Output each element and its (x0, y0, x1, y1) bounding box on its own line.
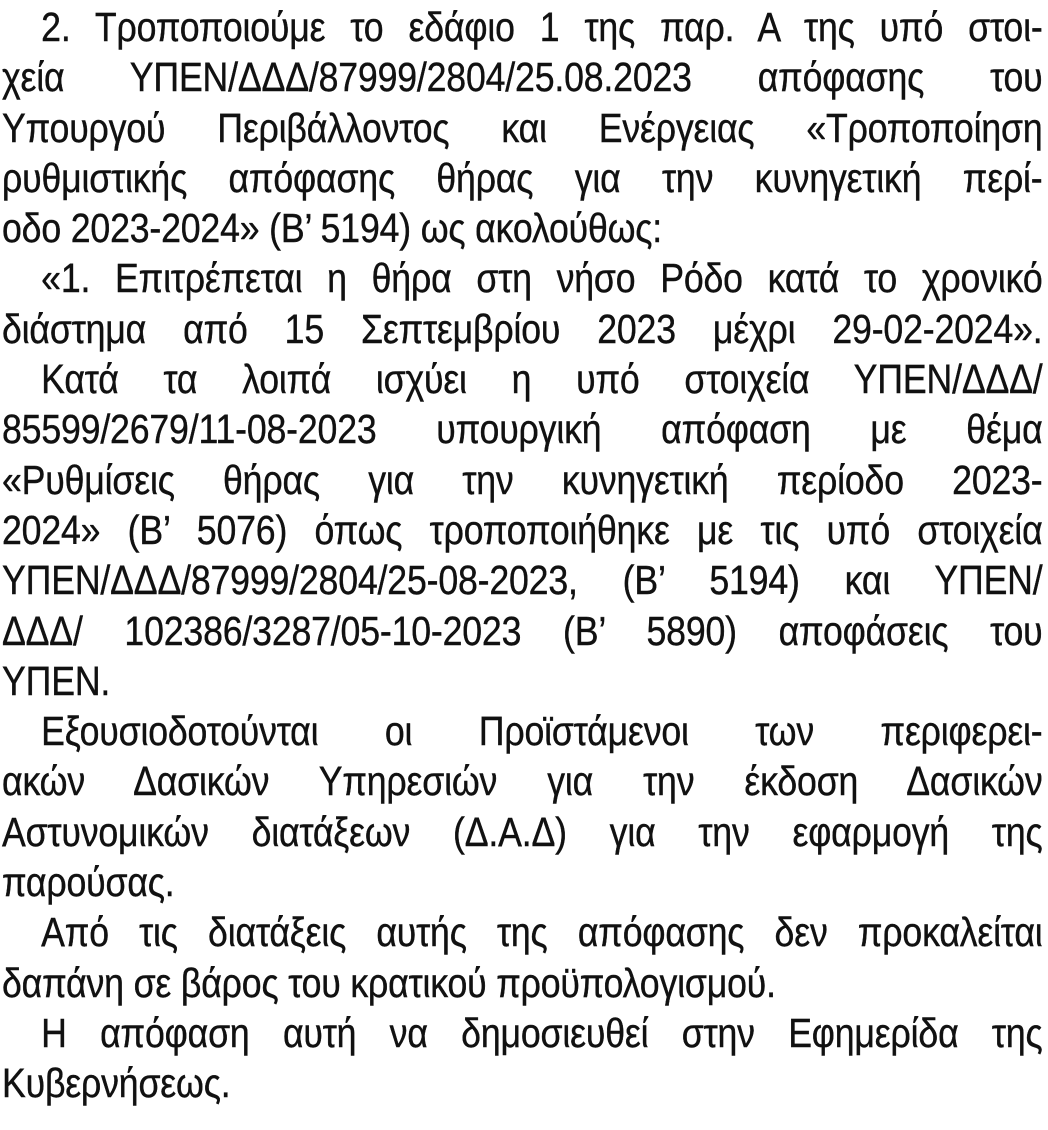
text-line: Η απόφαση αυτή να δημοσιευθεί στην Εφημερίδα της (41, 1009, 1043, 1056)
paragraph-2 (2, 253, 1043, 354)
text-line: Κατά τα λοιπά ισχύει η υπό στοιχεία ΥΠΕΝ/ΔΔΔ/ (41, 356, 1043, 403)
paragraph-6 (2, 1008, 1043, 1109)
text-line: ΔΔΔ/ 102386/3287/05-10-2023 (Β’ 5890) αποφάσεις του (2, 607, 1043, 654)
text-line: χεία ΥΠΕΝ/ΔΔΔ/87999/2804/25.08.2023 απόφασης του (2, 54, 1043, 101)
text-line: 2. Τροποποιούμε το εδάφιο 1 της παρ. Α της υπό στοι- (41, 4, 1043, 50)
text-line: ακών Δασικών Υπηρεσιών για την έκδοση Δασικών (2, 758, 1043, 805)
text-line: ΥΠΕΝ. (2, 657, 111, 704)
text-line: Υπουργού Περιβάλλοντος και Ενέργειας «Τροποποίηση (2, 104, 1043, 151)
text-line: διάστημα από 15 Σεπτεμβρίου 2023 μέχρι 29-02-2024». (2, 305, 1043, 352)
text-line: Κυβερνήσεως. (2, 1060, 231, 1107)
text-line: ΥΠΕΝ/ΔΔΔ/87999/2804/25-08-2023, (Β’ 5194) και ΥΠΕΝ/ (2, 557, 1043, 604)
paragraph-4 (2, 706, 1043, 907)
text-line: «1. Επιτρέπεται η θήρα στη νήσο Ρόδο κατά το χρονικό (41, 255, 1043, 302)
text-line: «Ρυθμίσεις θήρας για την κυνηγετική περίοδο 2023- (2, 456, 1043, 503)
document-text-column (2, 2, 1043, 1109)
paragraph-1 (2, 2, 1043, 253)
text-line: Εξουσιοδοτούνται οι Προϊστάμενοι των περιφερει- (41, 708, 1043, 755)
text-line: δαπάνη σε βάρος του κρατικού προϋπολογισμού. (2, 959, 776, 1006)
text-line: Αστυνομικών διατάξεων (Δ.Α.Δ) για την εφαρμογή της (2, 808, 1043, 855)
text-line: οδο 2023-2024» (Β’ 5194) ως ακολούθως: (2, 205, 663, 252)
text-line: ρυθμιστικής απόφασης θήρας για την κυνηγετική περί- (2, 154, 1043, 201)
text-line: παρούσας. (2, 859, 175, 906)
text-line: 2024» (Β’ 5076) όπως τροποποιήθηκε με τις υπό στοιχεία (2, 506, 1043, 553)
text-line: Από τις διατάξεις αυτής της απόφασης δεν προκαλείται (41, 909, 1043, 956)
text-line: 85599/2679/11-08-2023 υπουργική απόφαση με θέμα (2, 406, 1043, 453)
paragraph-3 (2, 354, 1043, 706)
paragraph-5 (2, 907, 1043, 1008)
